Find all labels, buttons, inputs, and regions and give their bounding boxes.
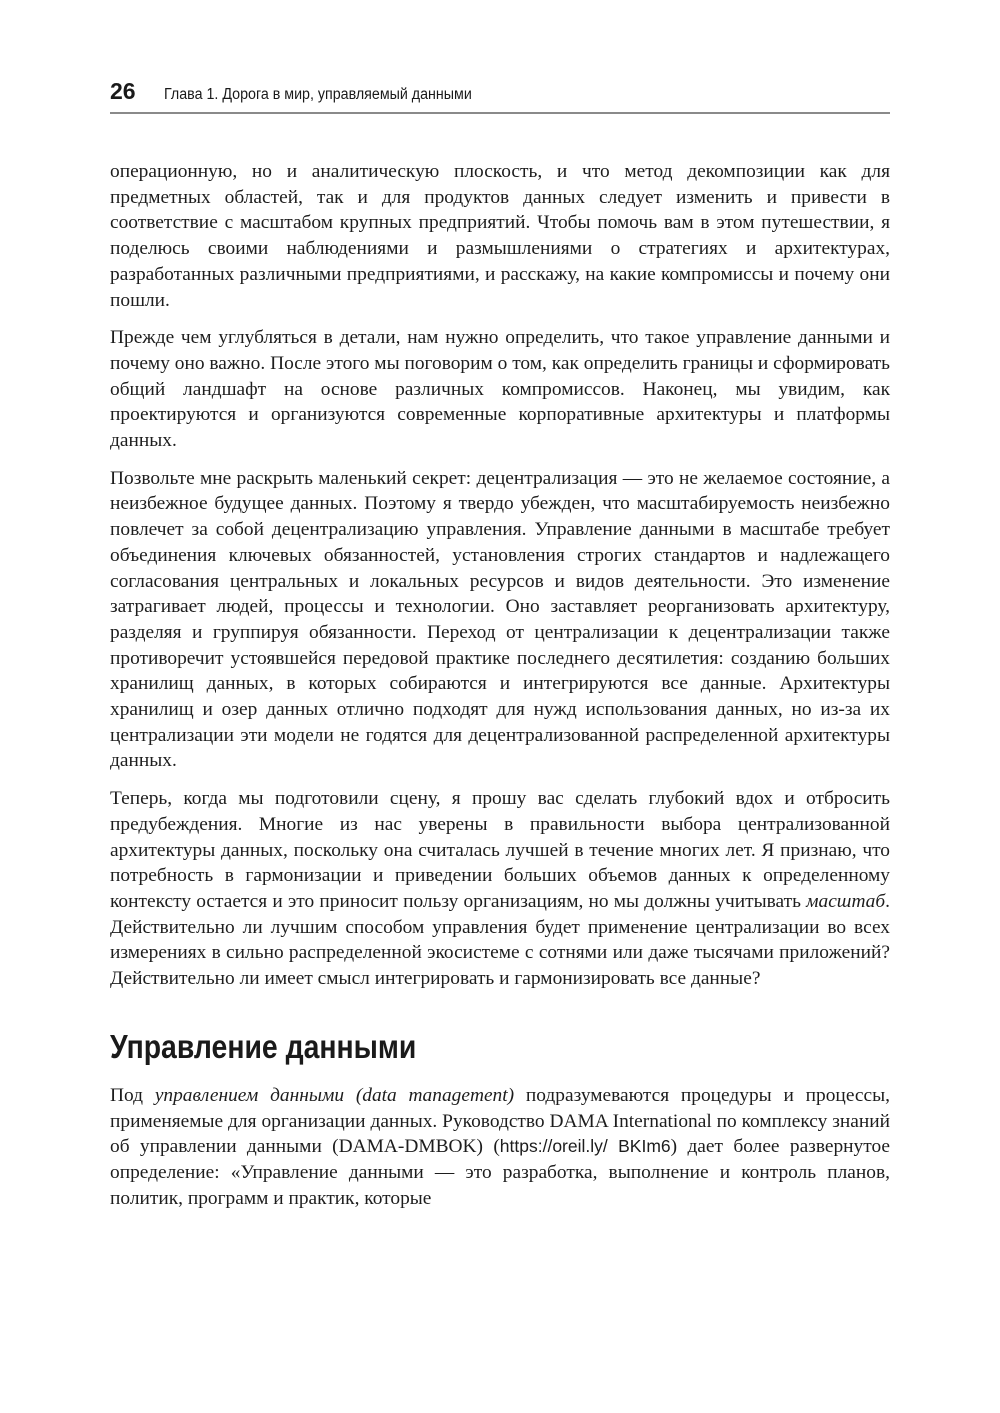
reference-link[interactable]: https://oreil.ly/ BKIm6 [499, 1136, 671, 1157]
paragraph-text: ) дает более развернутое определение: «Управление данными — это разработка, выполнение и контроль планов, политик, программ и практик, которые [110, 1136, 891, 1209]
emphasis-text: масштаб [806, 890, 886, 912]
page-number: 26 [110, 78, 136, 104]
body-text [110, 159, 890, 1223]
section-intro [110, 1083, 890, 1212]
paragraph-text: Теперь, когда мы подготовили сцену, я прошу вас сделать глубокий вдох и отбросить предубеждения. Многие из нас уверены в правильности выбора централизованной архитектуры данных, поскольку она считалась лучшей в течение многих лет. Я признаю, что потребность в гармонизации и приведении больших объемов данных к определенному контексту остается и это приносит пользу организациям, но мы должны учитывать [110, 788, 890, 912]
section-heading: Управление данными [110, 1027, 417, 1065]
term-emphasis: управлением данными (data management) [154, 1084, 515, 1106]
paragraph: Позвольте мне раскрыть маленький секрет: децентрализация — это не желаемое состояние, а неизбежное будущее данных. Поэтому я твердо убежден, что масштабируемость неизбежно повлечет за собой децентрализацию управления. Управление данными в масштабе требует объединения ключевых обязанностей, установления строгих стандартов и надлежащего согласования центральных и локальных ресурсов и видов деятельности. Это изменение затрагивает людей, процессы и технологии. Оно заставляет реорганизовать архитектуру, разделяя и группируя обязанности. Переход от централизации к децентрализации также противоречит устоявшейся передовой практике последнего десятилетия: созданию больших хранилищ данных, в которых собираются и интегрируются все данные. Архитектуры хранилищ и озер данных отлично подходят для нужд использования данных, но из-за их централизации эти модели не годятся для децентрализованной распределенной архитектуры данных. [110, 467, 890, 772]
paragraph [110, 786, 890, 992]
paragraph-text: . Действительно ли лучшим способом управления будет применение централизации во всех измерениях в сильно распределенной экосистеме с сотнями или даже тысячами приложений? Действительно ли имеет смысл интегрировать и гармонизировать все данные? [110, 890, 890, 990]
paragraph: операционную, но и аналитическую плоскость, и что метод декомпозиции как для предметных областей, так и для продуктов данных следует изменить и привести в соответствие с масштабом крупных предприятий. Чтобы помочь вам в этом путешествии, я поделюсь своими наблюдениями и размышлениями о стратегиях и архитектурах, разработанных различными предприятиями, и расскажу, на какие компромиссы и почему они пошли. [110, 161, 890, 311]
paragraph: Прежде чем углубляться в детали, нам нужно определить, что такое управление данными и почему оно важно. После этого мы поговорим о том, как определить границы и сформировать общий ландшафт на основе различных компромиссов. Наконец, мы увидим, как проектируются и организуются современные корпоративные архитектуры и платформы данных. [110, 327, 890, 452]
paragraph-text: Под [110, 1084, 155, 1106]
chapter-title: Глава 1. Дорога в мир, управляемый данными [163, 85, 472, 103]
running-head [110, 76, 890, 114]
paragraph-text: подразумеваются процедуры и процессы, применяемые для организации данных. Руководство DAMA International по комплексу знаний об управлении данными (DAMA-DMBOK) ( [110, 1084, 890, 1158]
